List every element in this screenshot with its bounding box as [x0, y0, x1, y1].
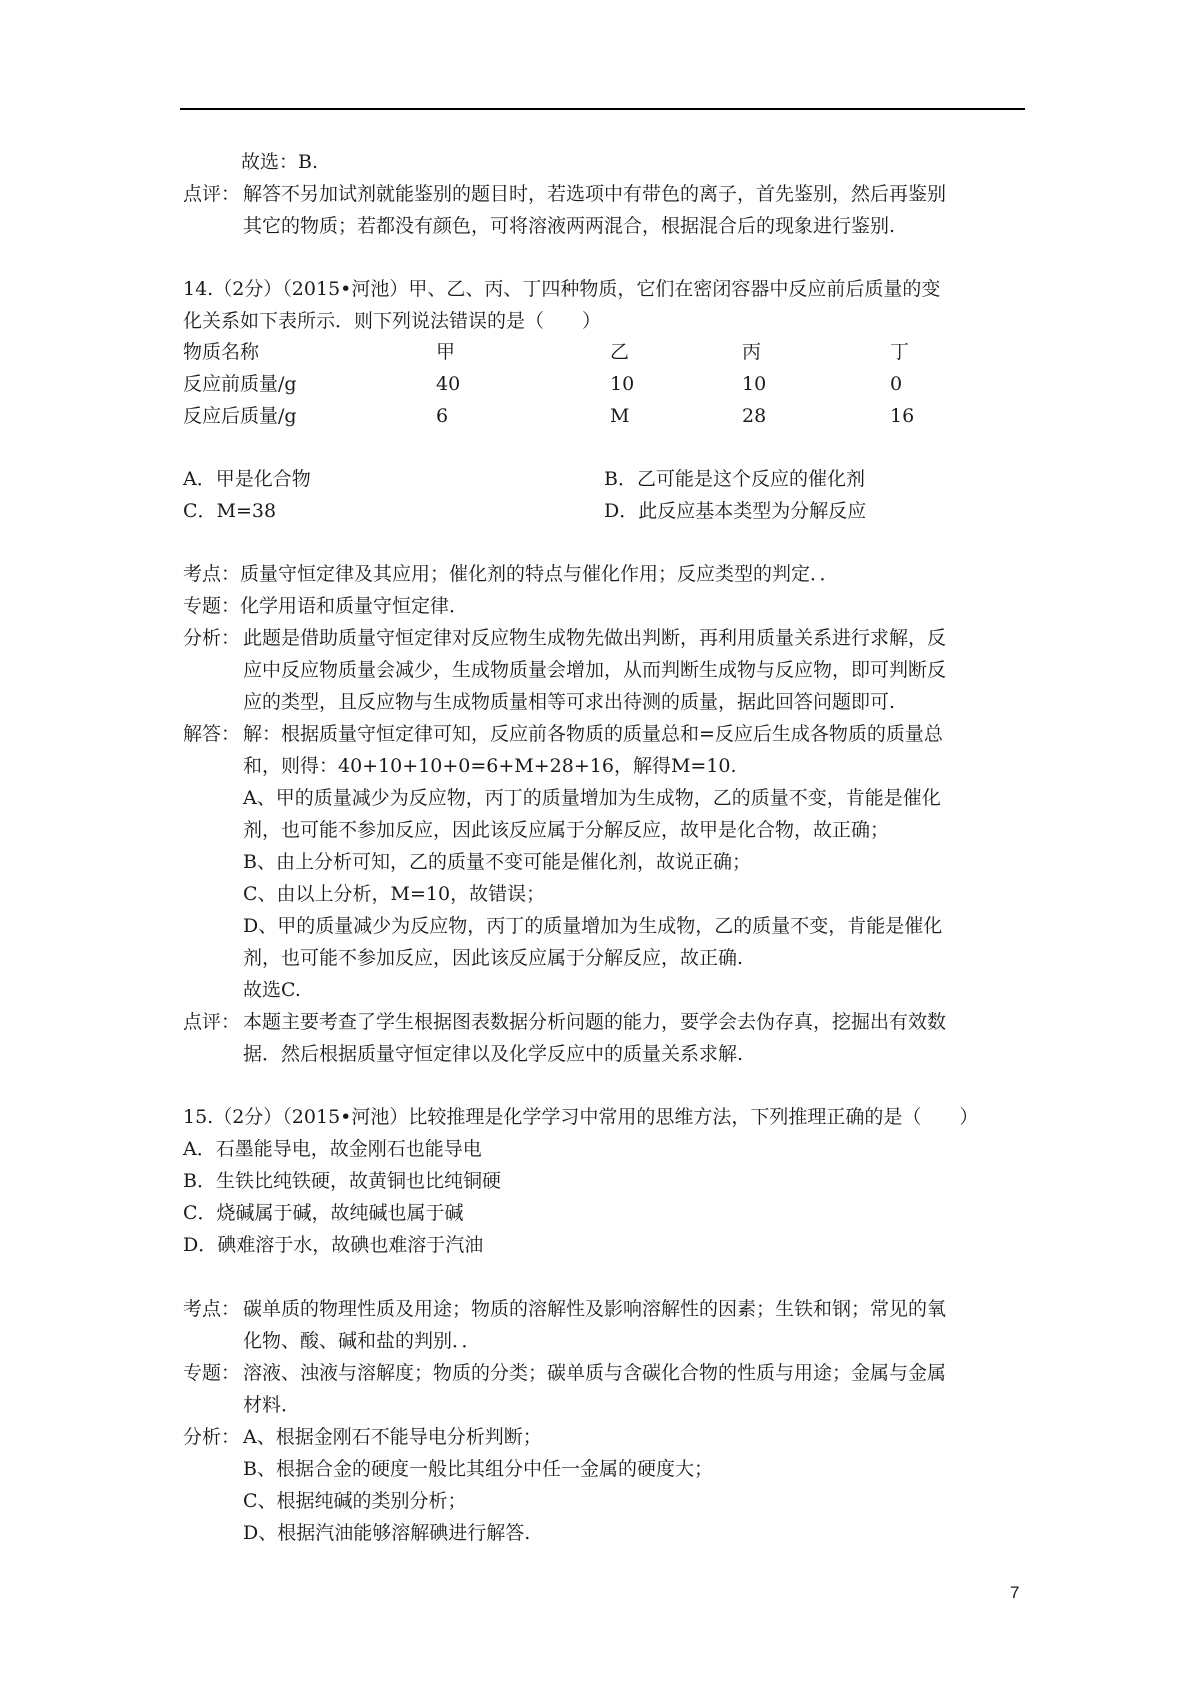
table-cell: 28: [742, 405, 767, 427]
q13-comment-label: 点评：: [183, 183, 241, 205]
q14-jieda-line: 和，则得：40+10+10+0=6+M+28+16，解得M=10.: [243, 755, 737, 777]
q14-jieda-label: 解答：: [183, 723, 241, 745]
table-cell: 16: [890, 405, 915, 427]
table-cell: 0: [890, 373, 903, 395]
q15-option-a: A．石墨能导电，故金刚石也能导电: [183, 1138, 482, 1160]
q15-fenxi-line: B、根据合金的硬度一般比其组分中任一金属的硬度大；: [243, 1458, 713, 1480]
table-cell: 6: [436, 405, 449, 427]
table-cell: 反应后质量/g: [183, 405, 297, 427]
q15-kaodian-label: 考点：: [183, 1298, 241, 1320]
q14-option-d: D．此反应基本类型为分解反应: [604, 500, 867, 522]
q14-stem: 化关系如下表所示．则下列说法错误的是（ ）: [183, 310, 602, 332]
q13-answer: 故选：B.: [241, 151, 319, 173]
q13-comment-line: 其它的物质；若都没有颜色，可将溶液两两混合，根据混合后的现象进行鉴别.: [243, 215, 896, 237]
q14-option-a: A．甲是化合物: [183, 468, 311, 490]
table-cell: 10: [742, 373, 767, 395]
q15-option-c: C．烧碱属于碱，故纯碱也属于碱: [183, 1202, 464, 1224]
q14-zhuanti: 专题：化学用语和质量守恒定律．: [183, 595, 469, 617]
q15-zhuanti-label: 专题：: [183, 1362, 241, 1384]
q14-stem: 14.（2分）（2015•河池）甲、乙、丙、丁四种物质，它们在密闭容器中反应前后质量的变: [183, 278, 941, 300]
table-cell: M: [610, 405, 630, 427]
q14-dianping-line: 据．然后根据质量守恒定律以及化学反应中的质量关系求解.: [243, 1043, 744, 1065]
q15-kaodian-line: 化物、酸、碱和盐的判别．．: [243, 1330, 481, 1352]
q14-jieda-line: 解：根据质量守恒定律可知，反应前各物质的质量总和=反应后生成各物质的质量总: [243, 723, 943, 745]
q15-zhuanti-line: 材料．: [243, 1394, 301, 1416]
q14-fenxi-label: 分析：: [183, 627, 241, 649]
q14-option-b: B．乙可能是这个反应的催化剂: [604, 468, 865, 490]
q14-jieda-line: 剂，也可能不参加反应，因此该反应属于分解反应，故甲是化合物，故正确；: [243, 819, 890, 841]
q15-fenxi-label: 分析：: [183, 1426, 241, 1448]
table-cell: 丙: [742, 341, 762, 363]
page-number: 7: [1010, 1583, 1020, 1602]
q14-fenxi-line: 应的类型，且反应物与生成物质量相等可求出待测的质量，据此回答问题即可.: [243, 691, 896, 713]
table-cell: 反应前质量/g: [183, 373, 297, 395]
q14-jieda-line: B、由上分析可知，乙的质量不变可能是催化剂，故说正确；: [243, 851, 751, 873]
table-cell: 40: [436, 373, 461, 395]
q15-stem: 15.（2分）（2015•河池）比较推理是化学学习中常用的思维方法，下列推理正确的是（ ）: [183, 1106, 979, 1128]
table-cell: 乙: [610, 341, 630, 363]
q14-jieda-line: 剂，也可能不参加反应，因此该反应属于分解反应，故正确.: [243, 947, 744, 969]
table-cell: 丁: [890, 341, 910, 363]
table-cell: 甲: [436, 341, 456, 363]
q14-kaodian: 考点：质量守恒定律及其应用；催化剂的特点与催化作用；反应类型的判定．．: [183, 563, 839, 585]
q14-jieda-line: 故选C.: [243, 979, 301, 1001]
q15-option-d: D．碘难溶于水，故碘也难溶于汽油: [183, 1234, 484, 1256]
q13-comment-line: 解答不另加试剂就能鉴别的题目时，若选项中有带色的离子，首先鉴别，然后再鉴别: [243, 183, 947, 205]
q14-option-c: C．M=38: [183, 500, 277, 522]
q14-fenxi-line: 应中反应物质量会减少，生成物质量会增加，从而判断生成物与反应物，即可判断反: [243, 659, 947, 681]
q15-option-b: B．生铁比纯铁硬，故黄铜也比纯铜硬: [183, 1170, 501, 1192]
table-cell: 物质名称: [183, 341, 260, 363]
q14-dianping-line: 本题主要考查了学生根据图表数据分析问题的能力，要学会去伪存真，挖掘出有效数: [243, 1011, 947, 1033]
q15-fenxi-line: C、根据纯碱的类别分析；: [243, 1490, 467, 1512]
table-cell: 10: [610, 373, 635, 395]
q15-fenxi-line: A、根据金刚石不能导电分析判断；: [243, 1426, 542, 1448]
q15-kaodian-line: 碳单质的物理性质及用途；物质的溶解性及影响溶解性的因素；生铁和钢；常见的氧: [243, 1298, 947, 1320]
header-rule: [180, 108, 1025, 110]
q14-fenxi-line: 此题是借助质量守恒定律对反应物生成物先做出判断，再利用质量关系进行求解，反: [243, 627, 947, 649]
q14-jieda-line: C、由以上分析，M=10，故错误；: [243, 883, 546, 905]
q14-jieda-line: D、甲的质量减少为反应物，丙丁的质量增加为生成物，乙的质量不变，肯能是催化: [243, 915, 943, 937]
q14-jieda-line: A、甲的质量减少为反应物，丙丁的质量增加为生成物，乙的质量不变，肯能是催化: [243, 787, 941, 809]
q14-dianping-label: 点评：: [183, 1011, 241, 1033]
q15-fenxi-line: D、根据汽油能够溶解碘进行解答.: [243, 1522, 531, 1544]
q15-zhuanti-line: 溶液、浊液与溶解度；物质的分类；碳单质与含碳化合物的性质与用途；金属与金属: [243, 1362, 947, 1384]
